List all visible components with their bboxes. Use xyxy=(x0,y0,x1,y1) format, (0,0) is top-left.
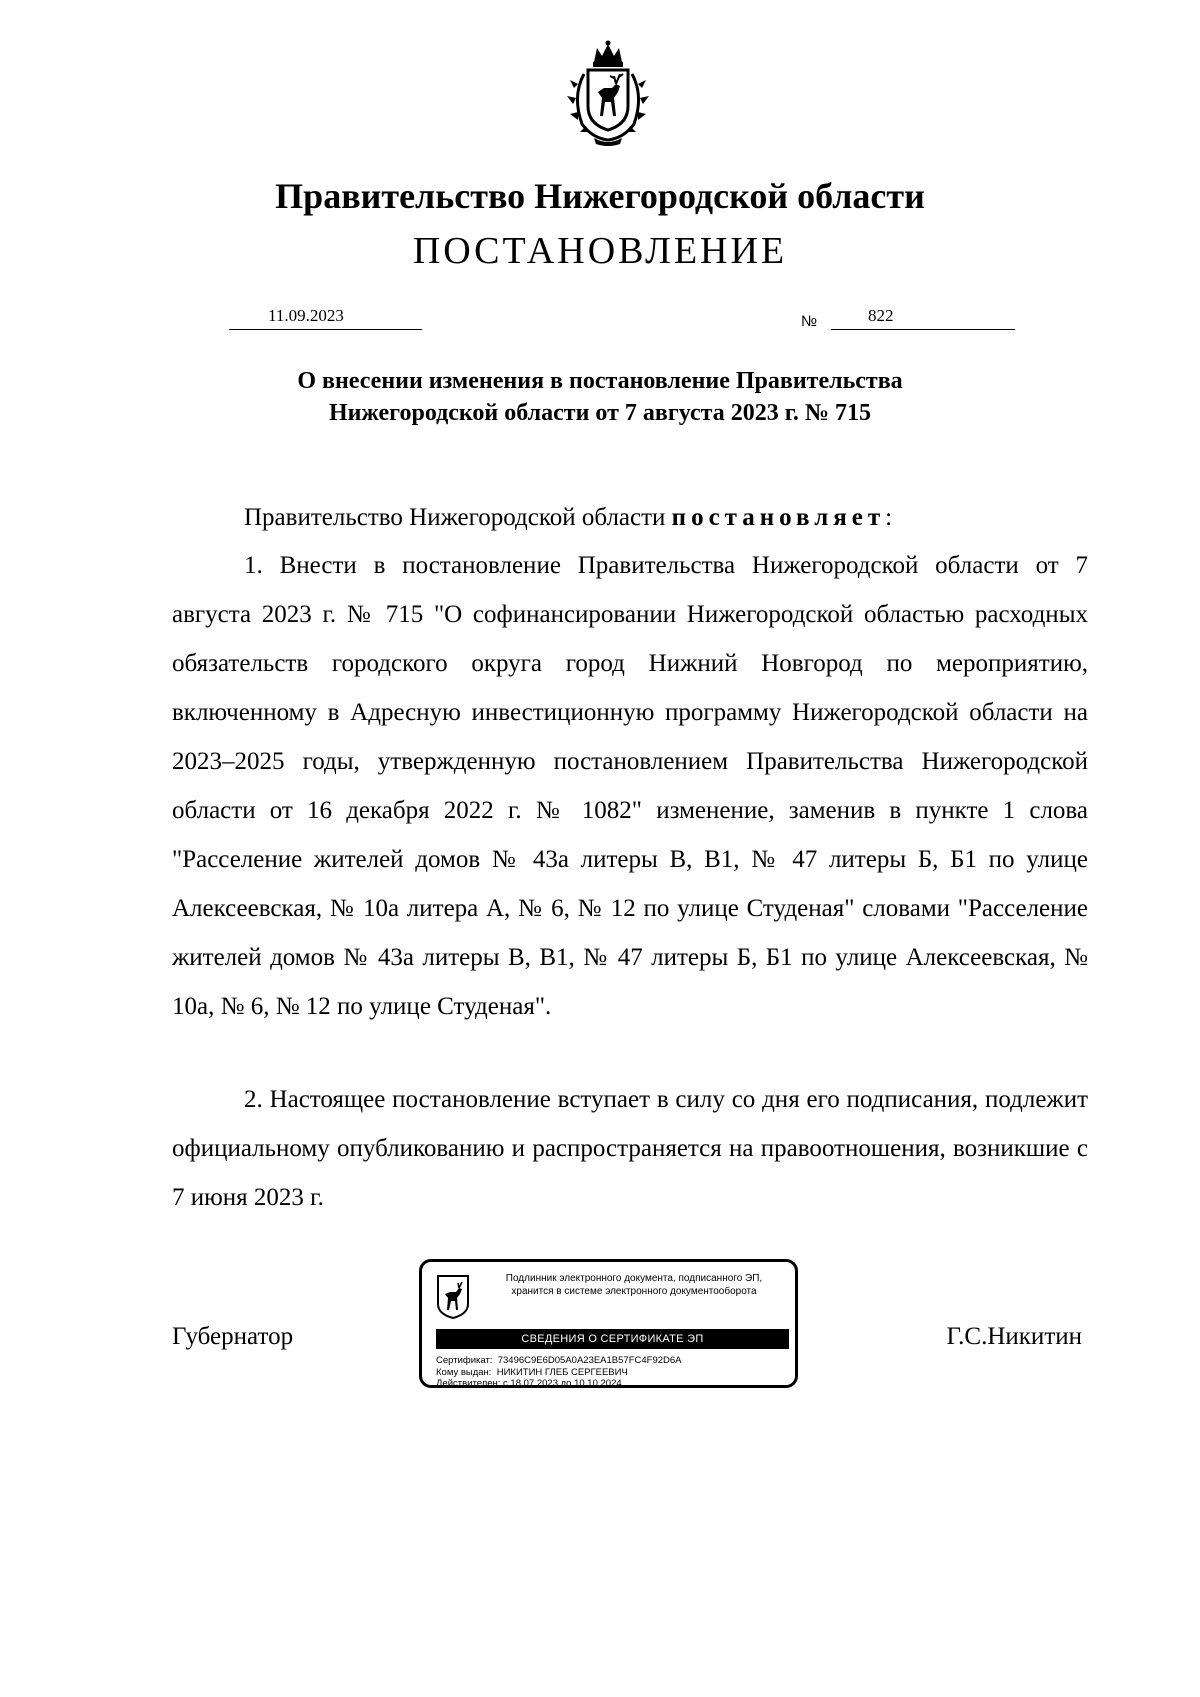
stamp-certificate-info xyxy=(436,1355,682,1390)
signer-position: Губернатор xyxy=(172,1323,294,1350)
stamp-header-line-2: хранится в системе электронного документооборота xyxy=(511,1286,757,1297)
decree-word: постановляет xyxy=(671,504,886,531)
document-date: 11.09.2023 xyxy=(268,306,344,325)
stamp-header-line-1: Подлинник электронного документа, подписанного ЭП, xyxy=(505,1273,763,1284)
e-signature-stamp xyxy=(419,1259,798,1388)
intro-colon: : xyxy=(885,504,893,531)
issued-to-value: НИКИТИН ГЛЕБ СЕРГЕЕВИЧ xyxy=(496,1366,628,1378)
issued-to-label: Кому выдан: xyxy=(436,1366,492,1378)
certificate-value: 73496C9E6D05A0A23EA1B57FC4F92D6A xyxy=(497,1355,682,1366)
coat-of-arms-icon xyxy=(564,40,652,148)
number-underline xyxy=(831,329,1015,330)
certificate-label: Сертификат: xyxy=(436,1355,493,1366)
document-subject xyxy=(160,365,1040,429)
document-kind: ПОСТАНОВЛЕНИЕ xyxy=(412,230,788,272)
signer-name: Г.С.Никитин xyxy=(946,1323,1082,1350)
stamp-certificate-bar: СВЕДЕНИЯ О СЕРТИФИКАТЕ ЭП xyxy=(436,1329,789,1349)
org-title: Правительство Нижегородской области xyxy=(275,176,925,216)
date-underline xyxy=(229,329,422,330)
paragraph-1: 1. Внести в постановление Правительства Нижегородской области от 7 августа 2023 г. № 715 "О софинансировании Нижегородской областью расходных обязательств городского округа город Нижний Новгород по мероприятию, включенному в Адресную инвестиционную программу Нижегородской области на 2023–2025 годы, утвержденную постановлением Правительства Нижегородской области от 16 декабря 2022 г. № 1082" изменение, заменив в пункте 1 слова "Расселение жителей домов № 43а литеры В, В1, № 47 литеры Б, Б1 по улице Алексеевская, № 10а литера А, № 6, № 12 по улице Студеная" словами "Расселение жителей домов № 43а литеры В, В1, № 47 литеры Б, Б1 по улице Алексеевская, № 10а, № 6, № 12 по улице Студеная". xyxy=(172,552,1088,1020)
valid-row xyxy=(436,1378,682,1390)
document-number: 822 xyxy=(868,306,894,325)
intro-text: Правительство Нижегородской области xyxy=(244,504,672,531)
valid-value: с 18.07.2023 до 10.10.2024 xyxy=(503,1378,622,1389)
valid-label: Действителен: xyxy=(436,1378,501,1389)
subject-line-2: Нижегородской области от 7 августа 2023 г. № 715 xyxy=(328,400,872,426)
paragraph-2: 2. Настоящее постановление вступает в силу со дня его подписания, подлежит официальному опубликованию и распространяется на правоотношения, возникшие с 7 июня 2023 г. xyxy=(172,1086,1088,1211)
certificate-row xyxy=(436,1355,682,1367)
subject-line-1: О внесении изменения в постановление Правительства xyxy=(297,368,903,394)
deer-emblem-icon xyxy=(436,1274,470,1320)
number-sign: № xyxy=(801,313,818,330)
intro-paragraph xyxy=(172,493,1088,542)
issued-to-row xyxy=(436,1367,682,1379)
stamp-header xyxy=(476,1272,792,1298)
